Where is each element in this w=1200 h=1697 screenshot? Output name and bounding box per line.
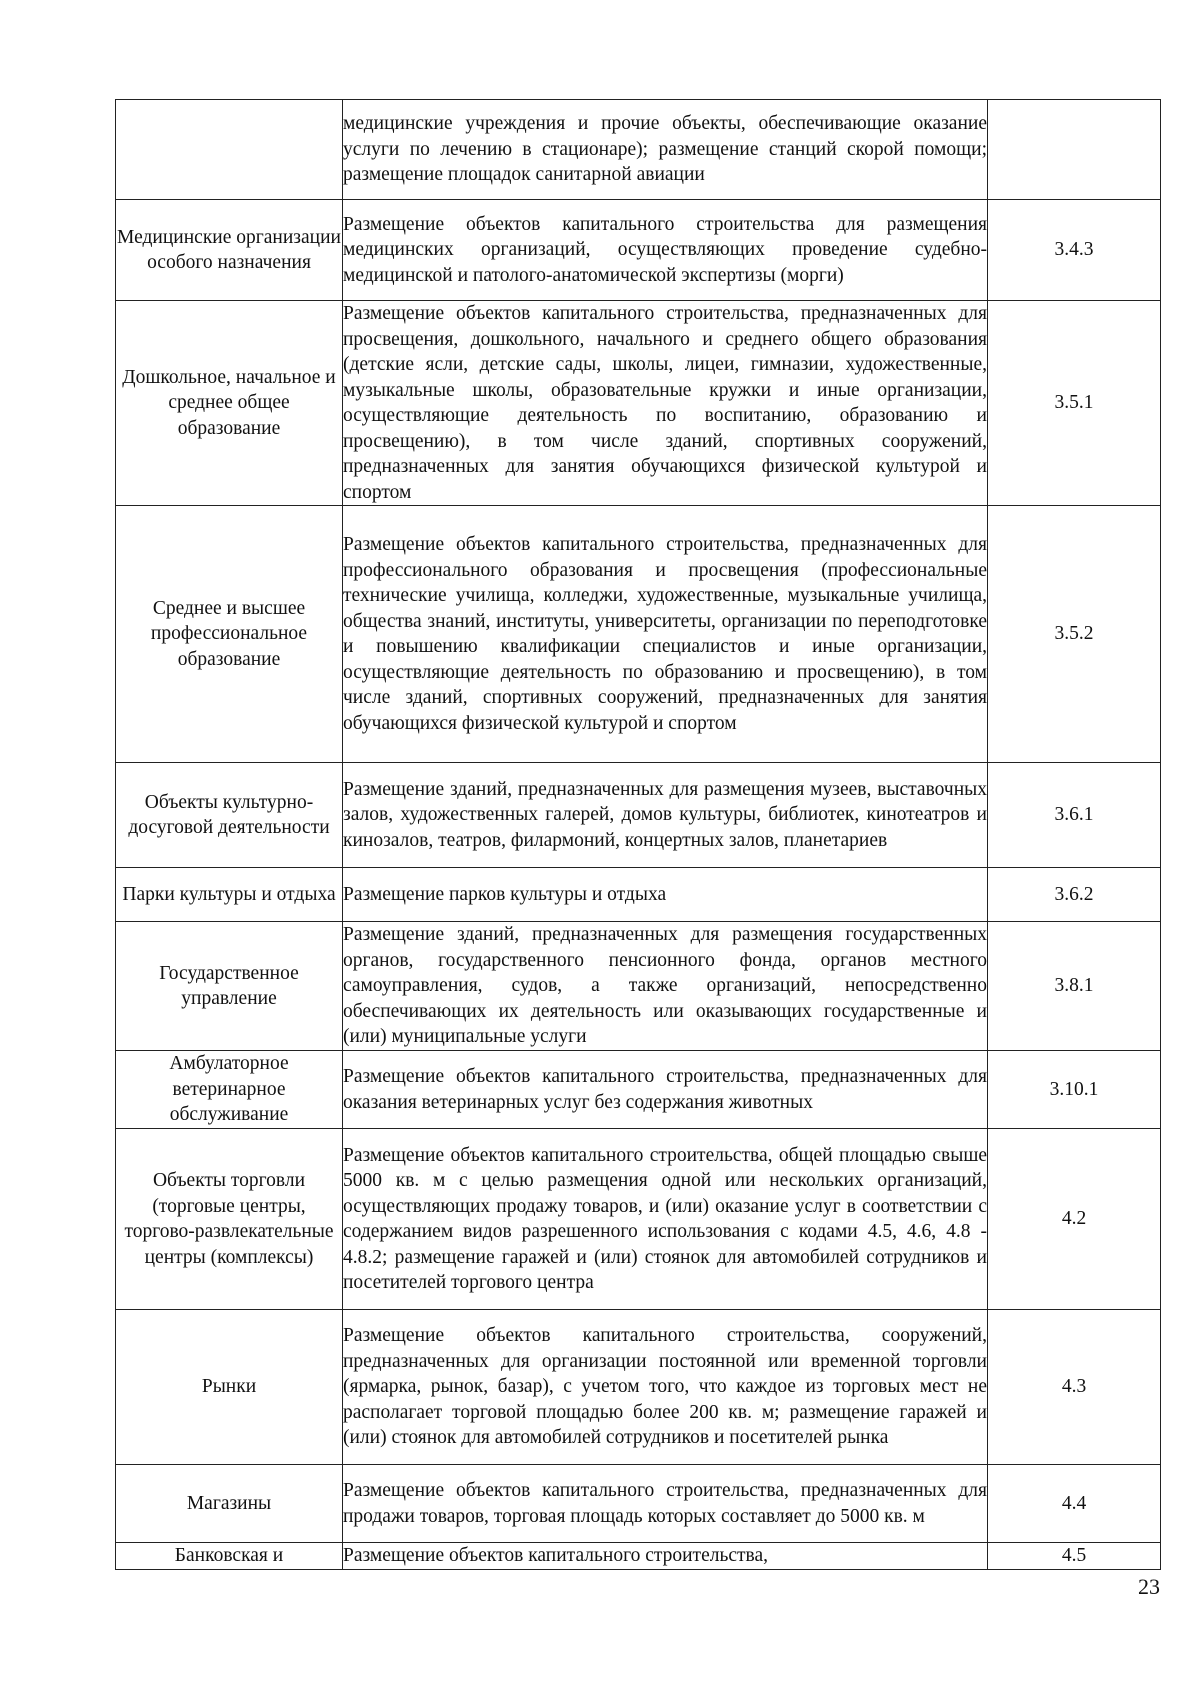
use-type-code: 4.3 xyxy=(988,1310,1161,1465)
use-type-code xyxy=(988,100,1161,200)
use-type-description: Размещение объектов капитального строительства, предназначенных для оказания ветеринарных услуг без содержания животных xyxy=(343,1051,988,1129)
use-type-code: 4.4 xyxy=(988,1465,1161,1543)
use-type-description: Размещение объектов капитального строительства для размещения медицинских организаций, осуществляющих проведение судебно-медицинской и патолого-анатомической экспертизы (морги) xyxy=(343,200,988,301)
use-type-code: 4.2 xyxy=(988,1129,1161,1310)
use-type-description: Размещение объектов капитального строительства, сооружений, предназначенных для организации постоянной или временной торговли (ярмарка, рынок, базар), с учетом того, что каждое из торговых мест не располагает торговой площадью более 200 кв. м; размещение гаражей и (или) стоянок для автомобилей сотрудников и посетителей рынка xyxy=(343,1310,988,1465)
use-type-code: 3.6.2 xyxy=(988,868,1161,922)
table-row xyxy=(116,1129,1161,1310)
table-row xyxy=(116,1051,1161,1129)
page-number: 23 xyxy=(1138,1574,1160,1599)
use-type-code: 3.4.3 xyxy=(988,200,1161,301)
table-row xyxy=(116,1543,1161,1570)
use-type-code: 4.5 xyxy=(988,1543,1161,1570)
use-type-name xyxy=(116,100,343,200)
table-row xyxy=(116,868,1161,922)
table-row xyxy=(116,922,1161,1051)
table-row xyxy=(116,1310,1161,1465)
use-type-description: Размещение зданий, предназначенных для размещения государственных органов, государственного пенсионного фонда, органов местного самоуправления, судов, а также организаций, непосредственно обеспечивающих их деятельность или оказывающих государственные и (или) муниципальные услуги xyxy=(343,922,988,1051)
use-type-description: Размещение объектов капитального строительства, xyxy=(343,1543,988,1570)
use-type-name: Государственное управление xyxy=(116,922,343,1051)
use-type-description: Размещение объектов капитального строительства, общей площадью свыше 5000 кв. м с целью размещения одной или нескольких организаций, осуществляющих продажу товаров, и (или) оказание услуг в соответствии с содержанием видов разрешенного использования с кодами 4.5, 4.6, 4.8 - 4.8.2; размещение гаражей и (или) стоянок для автомобилей сотрудников и посетителей торгового центра xyxy=(343,1129,988,1310)
table-row xyxy=(116,200,1161,301)
use-type-description: медицинские учреждения и прочие объекты, обеспечивающие оказание услуги по лечению в стационаре); размещение станций скорой помощи; размещение площадок санитарной авиации xyxy=(343,100,988,200)
use-type-name: Рынки xyxy=(116,1310,343,1465)
use-type-code: 3.10.1 xyxy=(988,1051,1161,1129)
use-type-code: 3.6.1 xyxy=(988,763,1161,868)
table-row xyxy=(116,763,1161,868)
use-type-name: Объекты культурно-досуговой деятельности xyxy=(116,763,343,868)
use-type-description: Размещение объектов капитального строительства, предназначенных для продажи товаров, торговая площадь которых составляет до 5000 кв. м xyxy=(343,1465,988,1543)
use-type-description: Размещение зданий, предназначенных для размещения музеев, выставочных залов, художественных галерей, домов культуры, библиотек, кинотеатров и кинозалов, театров, филармоний, концертных залов, планетариев xyxy=(343,763,988,868)
use-type-description: Размещение объектов капитального строительства, предназначенных для просвещения, дошкольного, начального и среднего общего образования (детские ясли, детские сады, школы, лицеи, гимназии, художественные, музыкальные школы, образовательные кружки и иные организации, осуществляющие деятельность по воспитанию, образованию и просвещению), в том числе зданий, спортивных сооружений, предназначенных для занятия обучающихся физической культурой и спортом xyxy=(343,301,988,506)
use-type-name: Магазины xyxy=(116,1465,343,1543)
table-row xyxy=(116,506,1161,763)
use-type-name: Парки культуры и отдыха xyxy=(116,868,343,922)
use-type-name: Банковская и xyxy=(116,1543,343,1570)
use-type-name: Объекты торговли (торговые центры, торгово-развлекательные центры (комплексы) xyxy=(116,1129,343,1310)
land-use-table xyxy=(115,99,1161,1570)
use-type-code: 3.5.1 xyxy=(988,301,1161,506)
table-row xyxy=(116,301,1161,506)
use-type-code: 3.5.2 xyxy=(988,506,1161,763)
table-row xyxy=(116,100,1161,200)
use-type-name: Амбулаторное ветеринарное обслуживание xyxy=(116,1051,343,1129)
use-type-description: Размещение парков культуры и отдыха xyxy=(343,868,988,922)
use-type-code: 3.8.1 xyxy=(988,922,1161,1051)
use-type-name: Среднее и высшее профессиональное образование xyxy=(116,506,343,763)
use-type-description: Размещение объектов капитального строительства, предназначенных для профессионального образования и просвещения (профессиональные технические училища, колледжи, художественные, музыкальные училища, общества знаний, институты, университеты, организации по переподготовке и повышению квалификации специалистов и иные организации, осуществляющие деятельность по образованию и просвещению), в том числе зданий, спортивных сооружений, предназначенных для занятия обучающихся физической культурой и спортом xyxy=(343,506,988,763)
use-type-name: Дошкольное, начальное и среднее общее образование xyxy=(116,301,343,506)
use-type-name: Медицинские организации особого назначения xyxy=(116,200,343,301)
table-row xyxy=(116,1465,1161,1543)
